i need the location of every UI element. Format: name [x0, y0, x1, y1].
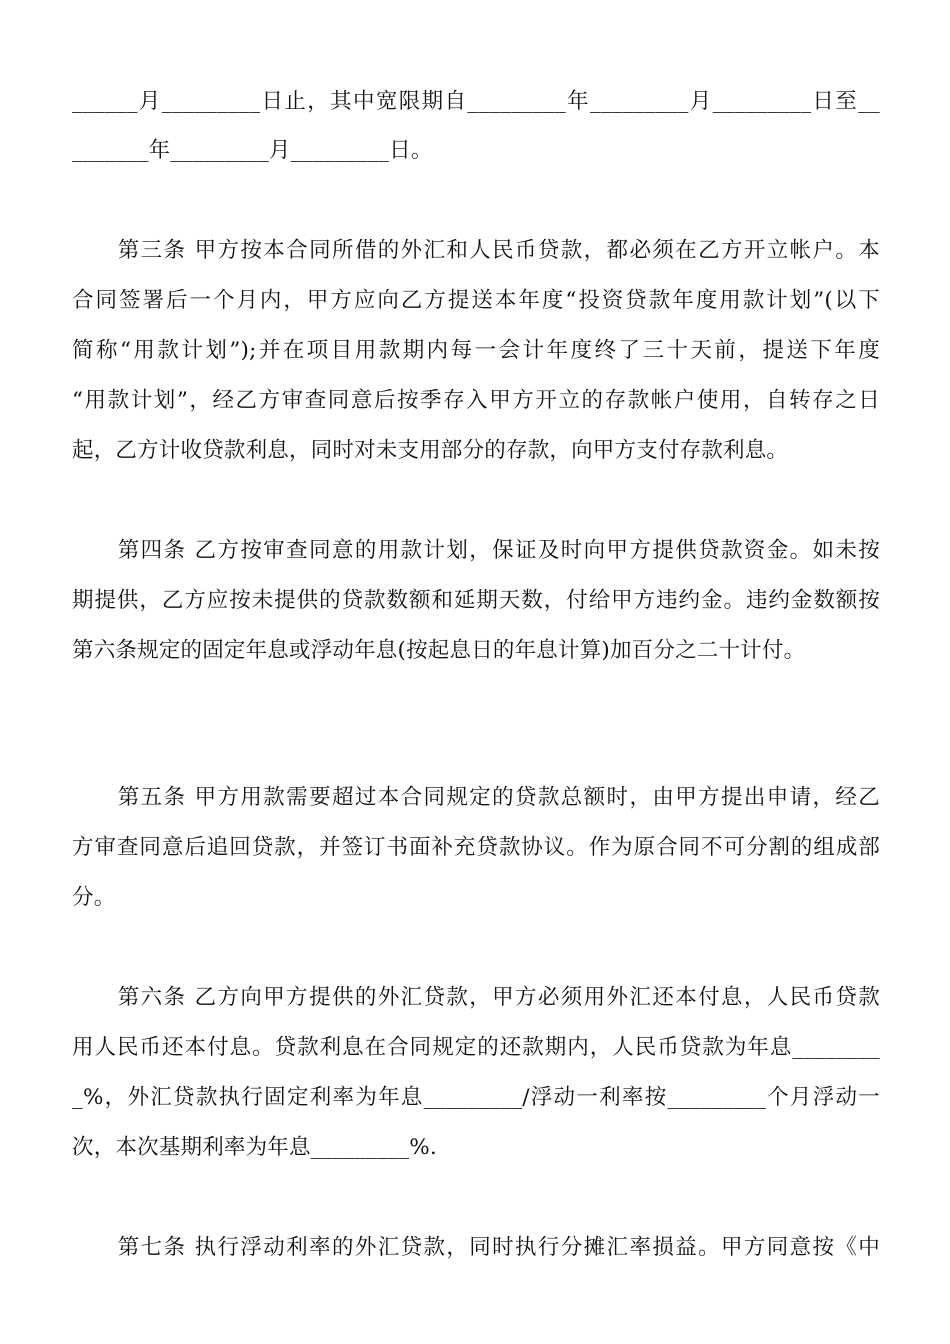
text-line: 方审查同意后追回贷款，并签订书面补充贷款协议。作为原合同不可分割的组成部 [72, 835, 880, 860]
text-line: _%，外汇贷款执行固定利率为年息_________/浮动一利率按_________个月浮动一 [72, 1085, 880, 1110]
text-line: 简称“用款计划”);并在项目用款期内每一会计年度终了三十天前，提送下年度 [72, 338, 880, 363]
article-6-line: 第六条 乙方向甲方提供的外汇贷款，甲方必须用外汇还本付息，人民币贷款 [72, 985, 880, 1010]
text-line: 期提供，乙方应按未提供的贷款数额和延期天数，付给甲方违约金。违约金数额按 [72, 588, 880, 613]
text-line: 次，本次基期利率为年息_________%. [72, 1135, 437, 1160]
text-line: 起，乙方计收贷款利息，同时对未支用部分的存款，向甲方支付存款利息。 [72, 438, 789, 463]
text-line: 用人民币还本付息。贷款利息在合同规定的还款期内，人民币贷款为年息________ [72, 1035, 880, 1060]
article-5-line: 第五条 甲方用款需要超过本合同规定的贷款总额时，由甲方提出申请，经乙 [72, 785, 880, 810]
text-line: 分。 [72, 885, 116, 910]
text-line: 第六条规定的固定年息或浮动年息(按起息日的年息计算)加百分之二十计付。 [72, 638, 806, 663]
article-4-line: 第四条 乙方按审查同意的用款计划，保证及时向甲方提供贷款资金。如未按 [72, 538, 880, 563]
article-7-line: 第七条 执行浮动利率的外汇贷款，同时执行分摊汇率损益。甲方同意按《中 [72, 1235, 880, 1260]
text-line: ______月_________日止，其中宽限期自_________年_________月_________日至__ [72, 89, 880, 114]
text-line: _______年_________月_________日。 [72, 138, 433, 163]
article-3-line: 第三条 甲方按本合同所借的外汇和人民币贷款，都必须在乙方开立帐户。本 [72, 238, 880, 263]
text-line: “用款计划”，经乙方审查同意后按季存入甲方开立的存款帐户使用，自转存之日 [72, 388, 880, 413]
text-line: 合同签署后一个月内，甲方应向乙方提送本年度“投资贷款年度用款计划”(以下 [72, 288, 880, 313]
